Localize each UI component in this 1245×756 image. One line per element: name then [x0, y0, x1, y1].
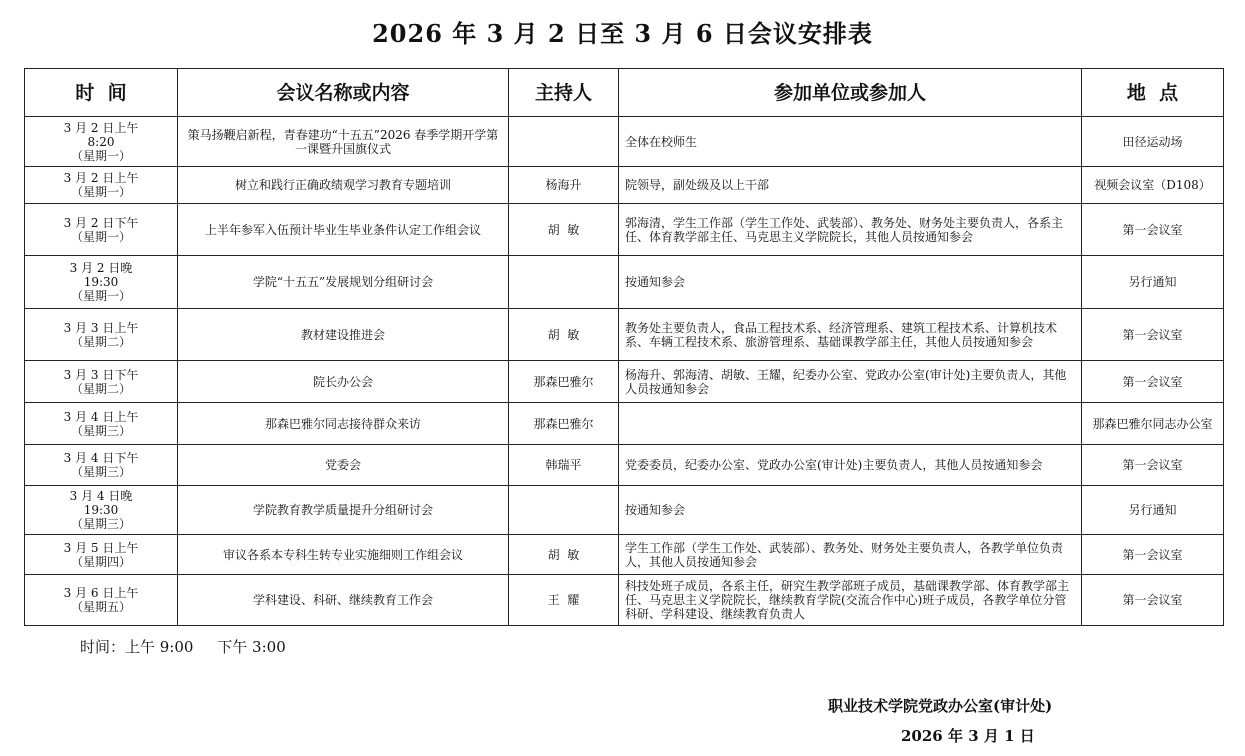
table-row [25, 309, 1224, 361]
cell-location: 视频会议室（D108） [1082, 167, 1224, 204]
time-date: 3 月 4 日晚 [69, 489, 133, 503]
cell-attendees: 教务处主要负责人，食品工程技术系、经济管理系、建筑工程技术系、计算机技术系、车辆工程技术系、旅游管理系、基础课教学部主任，其他人员按通知参会 [619, 309, 1082, 361]
time-weekday: （星期三） [70, 465, 131, 479]
cell-meeting-name: 党委会 [178, 445, 509, 486]
time-weekday: （星期一） [70, 185, 131, 199]
time-date: 3 月 2 日晚 [69, 261, 133, 275]
cell-location: 那森巴雅尔同志办公室 [1082, 403, 1224, 445]
cell-attendees: 杨海升、郭海清、胡敏、王耀，纪委办公室、党政办公室(审计处)主要负责人，其他人员按通知参会 [619, 361, 1082, 403]
cell-location: 第一会议室 [1082, 535, 1224, 575]
time-clock: 8:20 [87, 134, 115, 149]
cell-host: 胡 敏 [509, 309, 619, 361]
page-title: 2026 年 3 月 2 日至 3 月 6 日会议安排表 [372, 19, 873, 48]
cell-location: 另行通知 [1082, 486, 1224, 535]
cell-time [25, 486, 178, 535]
cell-time [25, 309, 178, 361]
table-row [25, 256, 1224, 309]
table-row [25, 403, 1224, 445]
cell-time [25, 535, 178, 575]
meeting-schedule-table [24, 68, 1224, 626]
time-date: 3 月 2 日上午 [63, 120, 139, 135]
cell-host: 王 耀 [509, 575, 619, 626]
table-row [25, 204, 1224, 256]
table-header-row [25, 69, 1224, 117]
header-location: 地 点 [1082, 69, 1224, 117]
cell-host [509, 117, 619, 167]
table-row [25, 167, 1224, 204]
cell-location: 第一会议室 [1082, 361, 1224, 403]
cell-location: 第一会议室 [1082, 204, 1224, 256]
time-clock: 19:30 [83, 503, 119, 517]
cell-host: 那森巴雅尔 [509, 361, 619, 403]
time-date: 3 月 3 日上午 [63, 320, 139, 335]
table-row [25, 486, 1224, 535]
cell-host: 胡 敏 [509, 535, 619, 575]
time-weekday: （星期一） [70, 229, 131, 244]
cell-location: 田径运动场 [1082, 117, 1224, 167]
cell-attendees: 院领导，副处级及以上干部 [619, 167, 1082, 204]
cell-meeting-name: 学科建设、科研、继续教育工作会 [178, 575, 509, 626]
cell-time [25, 167, 178, 204]
time-date: 3 月 2 日上午 [63, 171, 139, 185]
cell-meeting-name: 审议各系本专科生转专业实施细则工作组会议 [178, 535, 509, 575]
table-row [25, 445, 1224, 486]
cell-meeting-name: 教材建设推进会 [178, 309, 509, 361]
time-clock: 19:30 [83, 275, 119, 289]
cell-location: 第一会议室 [1082, 445, 1224, 486]
time-weekday: （星期五） [70, 600, 131, 614]
issue-date: 2026 年 3 月 1 日 [901, 727, 1035, 745]
cell-host: 那森巴雅尔 [509, 403, 619, 445]
time-weekday: （星期一） [70, 289, 131, 303]
time-weekday: （星期三） [70, 517, 131, 531]
cell-location: 第一会议室 [1082, 309, 1224, 361]
cell-attendees: 学生工作部（学生工作处、武装部）、教务处、财务处主要负责人，各教学单位负责人，其他人员按通知参会 [619, 535, 1082, 575]
cell-location: 另行通知 [1082, 256, 1224, 309]
cell-time [25, 575, 178, 626]
cell-attendees: 按通知参会 [619, 486, 1082, 535]
table-row [25, 535, 1224, 575]
time-weekday: （星期一） [70, 148, 131, 163]
time-date: 3 月 5 日上午 [63, 540, 139, 555]
cell-time [25, 403, 178, 445]
cell-attendees: 按通知参会 [619, 256, 1082, 309]
time-weekday: （星期四） [70, 554, 131, 569]
cell-host [509, 486, 619, 535]
time-date: 3 月 6 日上午 [63, 586, 139, 600]
cell-attendees: 科技处班子成员，各系主任，研究生教学部班子成员，基础课教学部、体育教学部主任、马克思主义学院院长，继续教育学院(交流合作中心)班子成员，各教学单位分管科研、学科建设、继续教育负责人 [619, 575, 1082, 626]
cell-host: 杨海升 [509, 167, 619, 204]
cell-time [25, 445, 178, 486]
time-weekday: （星期二） [70, 381, 131, 396]
cell-time [25, 117, 178, 167]
issuing-office: 职业技术学院党政办公室(审计处) [828, 697, 1053, 715]
header-host: 主持人 [509, 69, 619, 117]
cell-time [25, 361, 178, 403]
cell-meeting-name: 学院“十五五”发展规划分组研讨会 [178, 256, 509, 309]
header-time: 时 间 [25, 69, 178, 117]
time-date: 3 月 4 日下午 [63, 451, 139, 465]
header-meeting-name: 会议名称或内容 [178, 69, 509, 117]
cell-host: 胡 敏 [509, 204, 619, 256]
cell-meeting-name: 院长办公会 [178, 361, 509, 403]
cell-host [509, 256, 619, 309]
cell-meeting-name: 上半年参军入伍预计毕业生毕业条件认定工作组会议 [178, 204, 509, 256]
cell-location: 第一会议室 [1082, 575, 1224, 626]
time-weekday: （星期二） [70, 334, 131, 349]
time-date: 3 月 3 日下午 [63, 367, 139, 382]
table-row [25, 361, 1224, 403]
time-date: 3 月 4 日上午 [63, 409, 139, 424]
cell-attendees: 党委委员，纪委办公室、党政办公室(审计处)主要负责人，其他人员按通知参会 [619, 445, 1082, 486]
cell-attendees: 郭海清，学生工作部（学生工作处、武装部）、教务处、财务处主要负责人，各系主任、体育教学部主任、马克思主义学院院长，其他人员按通知参会 [619, 204, 1082, 256]
time-weekday: （星期三） [70, 423, 131, 438]
cell-meeting-name: 那森巴雅尔同志接待群众来访 [178, 403, 509, 445]
cell-meeting-name: 学院教育教学质量提升分组研讨会 [178, 486, 509, 535]
cell-meeting-name: 树立和践行正确政绩观学习教育专题培训 [178, 167, 509, 204]
header-attendees: 参加单位或参加人 [619, 69, 1082, 117]
cell-host: 韩瑞平 [509, 445, 619, 486]
cell-time [25, 204, 178, 256]
time-date: 3 月 2 日下午 [63, 215, 139, 230]
meeting-time-note: 时间：上午 9:00 下午 3:00 [80, 638, 286, 656]
cell-attendees: 全体在校师生 [619, 117, 1082, 167]
table-row [25, 117, 1224, 167]
table-row [25, 575, 1224, 626]
cell-attendees [619, 403, 1082, 445]
cell-meeting-name: 策马扬鞭启新程，青春建功“十五五”2026 春季学期开学第一课暨升国旗仪式 [178, 117, 509, 167]
cell-time [25, 256, 178, 309]
